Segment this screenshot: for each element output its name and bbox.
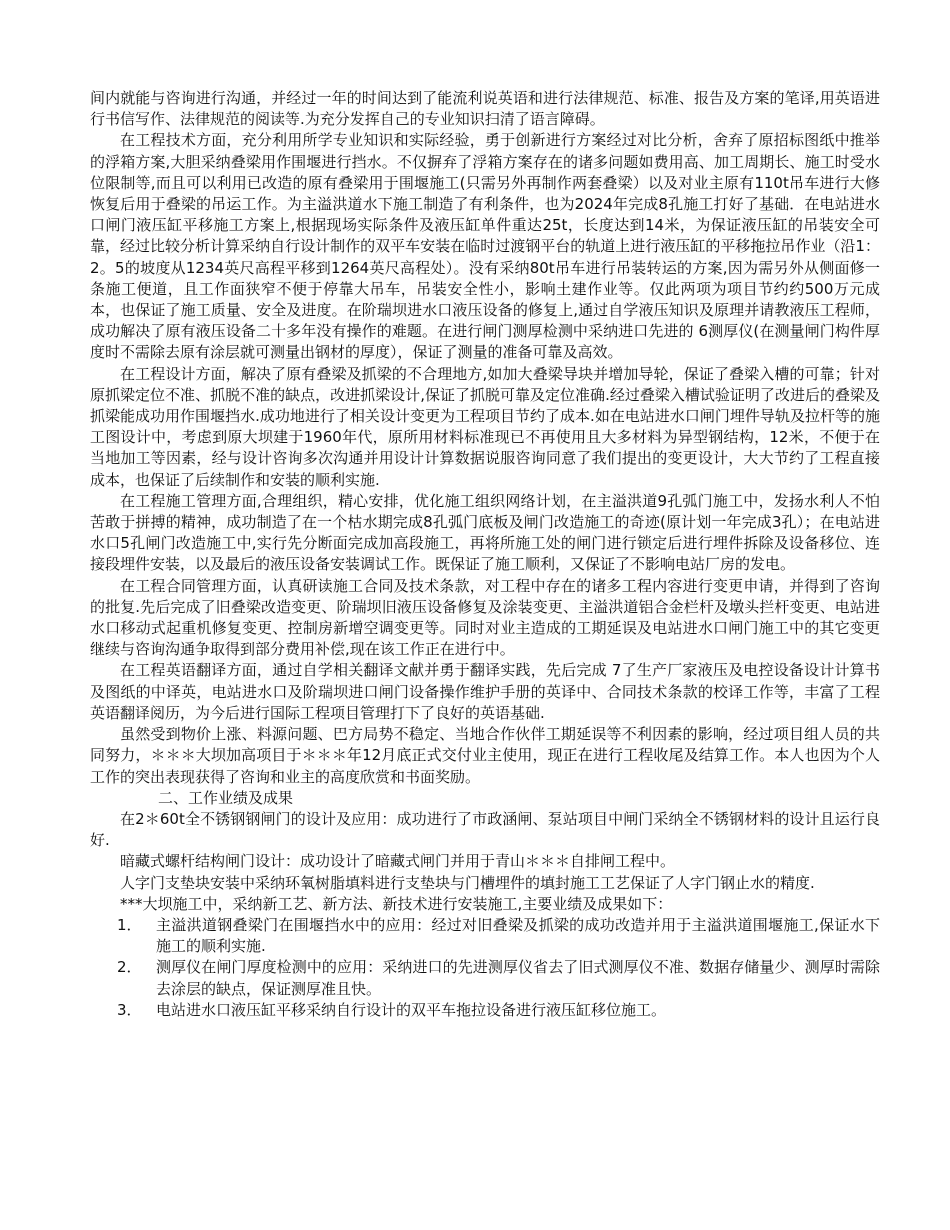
list-item-text: 测厚仪在闸门厚度检测中的应用：采纳进口的先进测厚仪省去了旧式测厚仪不准、数据存储量少、测厚时需除去涂层的缺点，保证测厚准且快。: [156, 958, 880, 998]
list-item-text: 电站进水口液压缸平移采纳自行设计的双平车拖拉设备进行液压缸移位施工。: [156, 1000, 667, 1019]
paragraph-engineering-design: 在工程设计方面，解决了原有叠梁及抓梁的不合理地方,如加大叠梁导块并增加导轮，保证了叠梁入槽的可靠；针对原抓梁定位不准、抓脱不准的缺点，改进抓梁设计,保证了抓脱可靠及定位准确.经过叠梁入槽试验证明了改进后的叠梁及抓梁能成功用作围堰挡水.成功地进行了相关设计变更为工程项目节约了成本.如在电站进水口闸门埋件导轨及拉杆等的施工图设计中，考虑到原大坝建于1960年代，原所用材料标准现已不再使用且大多材料为异型钢结构，12米，不便于在当地加工等因素，经与设计咨询多次沟通并用设计计算数据说服咨询同意了我们提出的变更设计，大大节约了工程直接成本，也保证了后续制作和安装的顺利实施.: [90, 364, 880, 489]
document-page: [90, 88, 880, 1021]
paragraph-language-skills: 间内就能与咨询进行沟通，并经过一年的时间达到了能流利说英语和进行法律规范、标准、报告及方案的笔译,用英语进行书信写作、法律规范的阅读等.为充分发挥自己的专业知识扫清了语言障碍。: [90, 89, 880, 129]
list-item: [90, 1000, 880, 1021]
paragraph-english-translation: 在工程英语翻译方面，通过自学相关翻译文献并勇于翻译实践，先后完成 7了生产厂家液压及电控设备设计计算书及图纸的中译英，电站进水口及阶瑞坝进口闸门设备操作维护手册的英译中、合同技术条款的校译工作等，丰富了工程英语翻译阅历，为今后进行国际工程项目管理打下了良好的英语基础.: [90, 661, 880, 722]
list-item-number: 3．: [117, 1000, 142, 1019]
paragraph-concealed-screw-gate: 暗藏式螺杆结构闸门设计：成功设计了暗藏式闸门并用于青山＊＊＊自排闸工程中。: [120, 852, 676, 871]
list-item-number: 2．: [117, 958, 142, 977]
paragraph-dam-achievements-intro: ***大坝施工中，采纳新工艺、新方法、新技术进行安装施工,主要业绩及成果如下：: [120, 894, 673, 913]
paragraph-project-summary: 虽然受到物价上涨、料源问题、巴方局势不稳定、当地合作伙伴工期延误等不利因素的影响，经过项目组人员的共同努力，＊＊＊大坝加高项目于＊＊＊年12月底正式交付业主使用，现正在进行工程收尾及结算工作。本人也因为个人工作的突出表现获得了咨询和业主的高度欣赏和书面奖励。: [90, 725, 880, 786]
list-item: [90, 957, 880, 999]
list-item-text: 主溢洪道钢叠梁门在围堰挡水中的应用：经过对旧叠梁及抓梁的成功改造并用于主溢洪道围堰施工,保证水下施工的顺利实施.: [156, 915, 880, 956]
paragraph-engineering-technology: 在工程技术方面，充分利用所学专业知识和实际经验，勇于创新进行方案经过对比分析，舍弃了原招标图纸中推举的浮箱方案,大胆采纳叠梁用作围堰进行挡水。不仅摒弃了浮箱方案存在的诸多问题如费用高、加工周期长、施工时受水位限制等,而且可以利用已改造的原有叠梁用于围堰施工(只需另外再制作两套叠梁）以及对业主原有110t吊车进行大修恢复后用于叠梁的吊运工作。为主溢洪道水下施工制造了有利条件，也为2024年完成8孔施工打好了基础．在电站进水口闸门液压缸平移施工方案上,根据现场实际条件及液压缸单件重达25t，长度达到14米，为保证液压缸的吊装安全可靠，经过比较分析计算采纳自行设计制作的双平车安装在临时过渡钢平台的轨道上进行液压缸的平移拖拉吊作业（沿1：2。5的坡度从1234英尺高程平移到1264英尺高程处）。没有采纳80t吊车进行吊装转运的方案,因为需另外从侧面修一条施工便道，且工作面狭窄不便于停靠大吊车，吊装安全性小，影响土建作业等。仅此两项为项目节约约500万元成本，也保证了施工质量、安全及进度。在阶瑞坝进水口液压设备的修复上,通过自学液压知识及原理并请教液压工程师，成功解决了原有液压设备二十多年没有操作的难题。在进行闸门测厚检测中采纳进口先进的 6测厚仪(在测量闸门构件厚度时不需除去原有涂层就可测量出钢材的厚度），保证了测量的准备可靠及高效。: [90, 131, 880, 362]
paragraph-stainless-gate: 在2＊60t全不锈钢钢闸门的设计及应用：成功进行了市政涵闸、泵站项目中闸门采纳全不锈钢材料的设计且运行良好.: [90, 809, 880, 850]
list-item: [90, 915, 880, 957]
list-item-number: 1．: [117, 915, 142, 934]
section-heading-achievements: 二、工作业绩及成果: [158, 788, 294, 807]
paragraph-construction-management: 在工程施工管理方面,合理组织，精心安排，优化施工组织网络计划，在主溢洪道9孔弧门施工中，发扬水利人不怕苦敢于拼搏的精神，成功制造了在一个枯水期完成8孔弧门底板及闸门改造施工的奇迹(原计划一年完成3孔）；在电站进水口5孔闸门改造施工中,实行先分断面完成加高段施工，再将所施工处的闸门进行锁定后进行埋件拆除及设备移位、连接段埋件安装，以及最后的液压设备安装调试工作。既保证了施工顺利，又保证了不影响电站厂房的发电。: [90, 491, 880, 574]
paragraph-contract-management: 在工程合同管理方面，认真研读施工合同及技术条款，对工程中存在的诸多工程内容进行变更申请，并得到了咨询的批复.先后完成了旧叠梁改造变更、阶瑞坝旧液压设备修复及涂装变更、主溢洪道铝合金栏杆及墩头拦杆变更、电站进水口移动式起重机修复变更、控制房新增空调变更等。同时对业主造成的工期延误及电站进水口闸门施工中的其它变更继续与咨询沟通争取得到部分费用补偿,现在该工作正在进行中。: [90, 576, 880, 659]
achievements-list: [90, 915, 880, 1021]
paragraph-miter-gate-epoxy: 人字门支垫块安装中采纳环氧树脂填料进行支垫块与门槽埋件的填封施工工艺保证了人字门钢止水的精度.: [120, 873, 815, 892]
